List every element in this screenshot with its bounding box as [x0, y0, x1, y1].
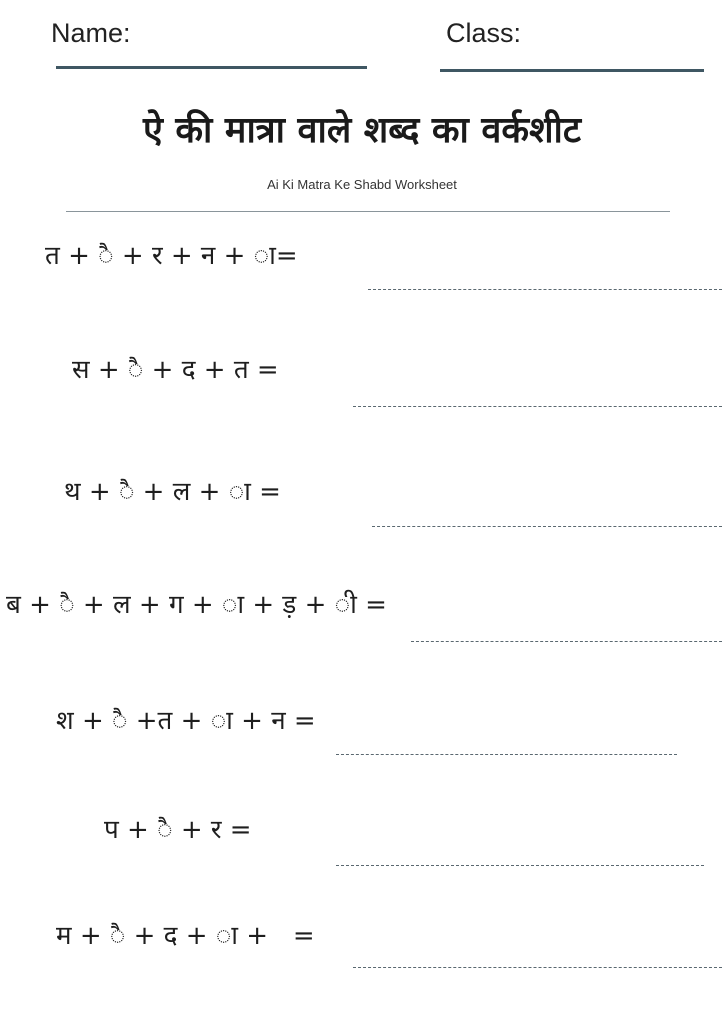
- letter: न: [271, 706, 286, 736]
- plus-sign: +: [162, 241, 201, 271]
- matra-ai: ◌ै: [118, 477, 135, 507]
- matra-ai: ◌ै: [109, 921, 126, 951]
- matra-aa: ◌ा: [221, 590, 245, 620]
- letter: त: [233, 355, 249, 385]
- plus-sign: +: [71, 921, 110, 951]
- plus-sign: +: [73, 706, 113, 736]
- class-input-line[interactable]: [440, 69, 704, 72]
- letter: श: [56, 706, 74, 736]
- answer-line-1[interactable]: [368, 289, 722, 290]
- matra-aa: ◌ा: [253, 241, 276, 271]
- plus-sign: +: [177, 921, 216, 951]
- plus-sign: +: [183, 590, 222, 620]
- letter: ब: [6, 590, 21, 620]
- answer-line-3[interactable]: [372, 526, 722, 527]
- plus-sign: +: [20, 590, 60, 620]
- equals-sign: =: [292, 921, 315, 951]
- matra-ai: ◌ै: [98, 241, 114, 271]
- plus-sign: +: [143, 355, 182, 385]
- plus-sign: +: [172, 815, 211, 845]
- problem-1: [45, 239, 298, 273]
- problem-5: [56, 704, 316, 738]
- equals-sign: =: [259, 477, 281, 507]
- answer-line-2[interactable]: [353, 406, 722, 407]
- problem-4: [6, 588, 387, 622]
- matra-aa: ◌ा: [215, 921, 238, 951]
- matra-ai: ◌ै: [59, 590, 75, 620]
- class-label: Class:: [446, 18, 522, 48]
- plus-sign: +: [130, 590, 169, 620]
- plus-sign: +: [190, 477, 229, 507]
- equals-sign: =: [229, 815, 252, 845]
- letter: म: [56, 921, 72, 951]
- plus-sign: +: [74, 590, 113, 620]
- plus-sign: +: [118, 815, 158, 845]
- plus-sign: +: [127, 706, 158, 736]
- equals-sign: =: [293, 706, 316, 736]
- matra-ai: ◌ै: [112, 706, 128, 736]
- matra-ai: ◌ै: [127, 355, 144, 385]
- letter: र: [151, 241, 163, 271]
- letter: थ: [64, 477, 81, 507]
- answer-line-4[interactable]: [411, 641, 722, 642]
- plus-sign: +: [125, 921, 164, 951]
- plus-sign: +: [89, 355, 128, 385]
- plus-sign: +: [244, 590, 283, 620]
- equals-sign: =: [365, 590, 387, 620]
- plus-sign: +: [238, 921, 277, 951]
- name-input-line[interactable]: [56, 66, 367, 69]
- letter: द: [163, 921, 178, 951]
- answer-line-7[interactable]: [353, 967, 722, 968]
- matra-aa: ◌ा: [228, 477, 251, 507]
- letter: त: [157, 706, 173, 736]
- plus-sign: +: [134, 477, 173, 507]
- plus-sign: +: [215, 241, 254, 271]
- letter: ग: [168, 590, 184, 620]
- worksheet-subtitle: Ai Ki Matra Ke Shabd Worksheet: [267, 177, 457, 192]
- letter: ल: [172, 477, 191, 507]
- plus-sign: +: [232, 706, 272, 736]
- matra-ii: ◌ी: [334, 590, 357, 620]
- plus-sign: +: [59, 241, 99, 271]
- name-label: Name:: [51, 18, 131, 48]
- plus-sign: +: [195, 355, 234, 385]
- problem-3: [64, 475, 281, 509]
- letter: स: [72, 355, 90, 385]
- title-divider: [66, 211, 670, 212]
- worksheet-title: ऐ की मात्रा वाले शब्द का वर्कशीट: [142, 110, 582, 151]
- letter: ड़: [282, 590, 297, 620]
- plus-sign: +: [296, 590, 335, 620]
- matra-ai: ◌ै: [157, 815, 173, 845]
- answer-line-5[interactable]: [336, 754, 677, 755]
- letter: प: [104, 815, 119, 845]
- plus-sign: +: [80, 477, 119, 507]
- matra-aa: ◌ा: [210, 706, 233, 736]
- answer-line-6[interactable]: [336, 865, 704, 866]
- problem-7: [56, 919, 315, 953]
- plus-sign: +: [113, 241, 152, 271]
- letter: त: [45, 241, 60, 271]
- problem-6: [104, 813, 252, 847]
- letter: ल: [112, 590, 131, 620]
- letter: न: [200, 241, 216, 271]
- letter: र: [210, 815, 222, 845]
- problem-2: [72, 353, 279, 387]
- letter: द: [181, 355, 196, 385]
- equals-sign: =: [275, 241, 298, 271]
- equals-sign: =: [256, 355, 279, 385]
- plus-sign: +: [172, 706, 211, 736]
